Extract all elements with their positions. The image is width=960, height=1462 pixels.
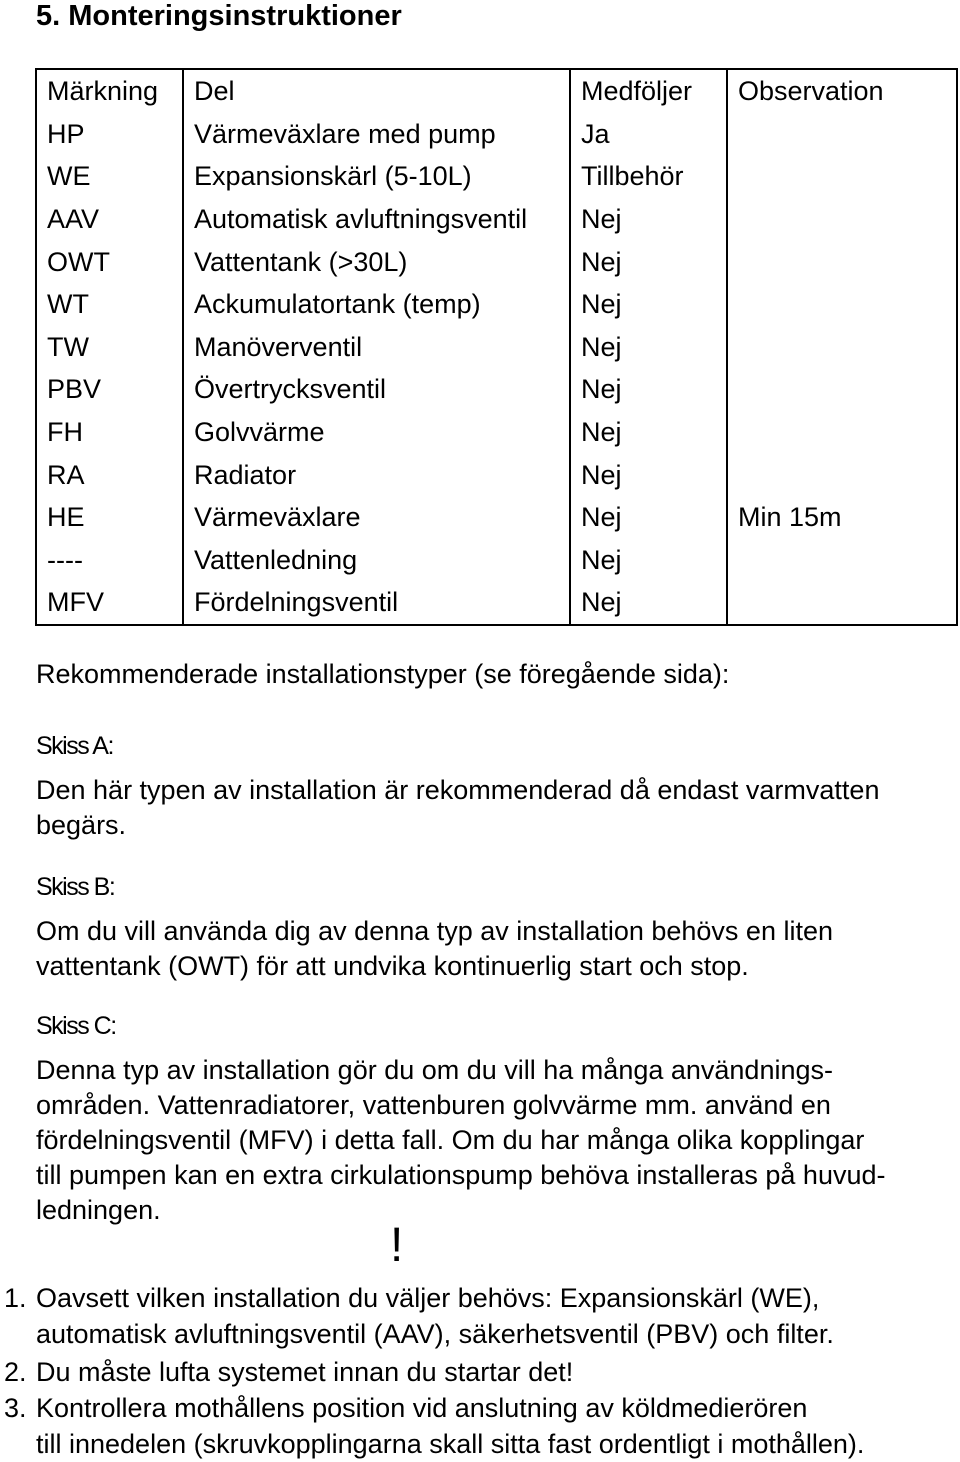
cell-observation	[727, 539, 957, 582]
note-number: 2.	[4, 1357, 27, 1387]
cell-included: Nej	[570, 283, 727, 326]
text-line: begärs.	[36, 810, 127, 840]
table-row	[36, 198, 957, 241]
text-line: ledningen.	[36, 1195, 161, 1225]
column-header-part: Del	[183, 69, 570, 113]
text-line: områden. Vattenradiatorer, vattenburen golvvärme mm. använd en	[36, 1090, 831, 1120]
table-row	[36, 453, 957, 496]
cell-part: Expansionskärl (5-10L)	[183, 155, 570, 198]
cell-included: Nej	[570, 581, 727, 625]
table-row	[36, 326, 957, 369]
text-line: Denna typ av installation gör du om du vill ha många användnings-	[36, 1055, 833, 1085]
note-number: 1.	[4, 1283, 27, 1313]
cell-marking: FH	[36, 411, 183, 454]
cell-observation	[727, 198, 957, 241]
cell-part: Ackumulatortank (temp)	[183, 283, 570, 326]
sketch-a-text	[36, 773, 956, 843]
table-row	[36, 581, 957, 625]
cell-marking: TW	[36, 326, 183, 369]
text-line: Du måste lufta systemet innan du startar det!	[36, 1357, 574, 1387]
sketch-b-text	[36, 914, 956, 984]
cell-marking: MFV	[36, 581, 183, 625]
cell-part: Vattenledning	[183, 539, 570, 582]
text-line: till innedelen (skruvkopplingarna skall sitta fast ordentligt i mothållen).	[36, 1429, 865, 1459]
table-row	[36, 368, 957, 411]
text-line: automatisk avluftningsventil (AAV), säkerhetsventil (PBV) och filter.	[36, 1319, 834, 1349]
cell-marking: PBV	[36, 368, 183, 411]
table-row	[36, 240, 957, 283]
text-line: Oavsett vilken installation du väljer behövs: Expansionskärl (WE),	[36, 1283, 820, 1313]
cell-part: Övertrycksventil	[183, 368, 570, 411]
cell-included: Nej	[570, 453, 727, 496]
cell-marking: WE	[36, 155, 183, 198]
cell-part: Manöverventil	[183, 326, 570, 369]
cell-observation	[727, 283, 957, 326]
note-text	[36, 1280, 834, 1352]
text-line: vattentank (OWT) för att undvika kontinuerlig start och stop.	[36, 951, 749, 981]
cell-observation	[727, 113, 957, 156]
cell-included: Nej	[570, 539, 727, 582]
cell-observation	[727, 368, 957, 411]
parts-table	[35, 68, 958, 626]
text-line: till pumpen kan en extra cirkulationspump behöva installeras på huvud-	[36, 1160, 886, 1190]
cell-part: Värmeväxlare med pump	[183, 113, 570, 156]
text-line: Om du vill använda dig av denna typ av installation behövs en liten	[36, 916, 834, 946]
text-line: fördelningsventil (MFV) i detta fall. Om du har många olika kopplingar	[36, 1125, 865, 1155]
sketch-c-label: Skiss C:	[36, 1012, 116, 1040]
note-text	[36, 1354, 573, 1390]
cell-part: Golvvärme	[183, 411, 570, 454]
column-header-observation: Observation	[727, 69, 957, 113]
cell-included: Nej	[570, 198, 727, 241]
cell-observation	[727, 326, 957, 369]
table-row	[36, 411, 957, 454]
table-header-row	[36, 69, 957, 113]
recommended-title: Rekommenderade installationstyper (se föregående sida):	[36, 659, 730, 689]
cell-marking: AAV	[36, 198, 183, 241]
cell-observation	[727, 240, 957, 283]
cell-observation	[727, 411, 957, 454]
column-header-included: Medföljer	[570, 69, 727, 113]
warning-icon: !	[390, 1219, 404, 1272]
cell-included: Nej	[570, 326, 727, 369]
cell-included: Nej	[570, 240, 727, 283]
cell-included: Nej	[570, 368, 727, 411]
cell-observation	[727, 453, 957, 496]
page-heading: 5. Monteringsinstruktioner	[36, 0, 402, 32]
table-row	[36, 496, 957, 539]
cell-part: Automatisk avluftningsventil	[183, 198, 570, 241]
table-row	[36, 539, 957, 582]
cell-marking: HE	[36, 496, 183, 539]
sketch-a-label: Skiss A:	[36, 732, 113, 760]
note-number: 3.	[4, 1393, 27, 1423]
cell-part: Fördelningsventil	[183, 581, 570, 625]
table-row	[36, 283, 957, 326]
cell-part: Värmeväxlare	[183, 496, 570, 539]
cell-marking: HP	[36, 113, 183, 156]
cell-included: Tillbehör	[570, 155, 727, 198]
cell-marking: OWT	[36, 240, 183, 283]
sketch-b-label: Skiss B:	[36, 873, 115, 901]
text-line: Den här typen av installation är rekommenderad då endast varmvatten	[36, 775, 880, 805]
cell-included: Nej	[570, 411, 727, 454]
cell-observation	[727, 581, 957, 625]
cell-part: Vattentank (>30L)	[183, 240, 570, 283]
cell-included: Nej	[570, 496, 727, 539]
cell-included: Ja	[570, 113, 727, 156]
column-header-marking: Märkning	[36, 69, 183, 113]
note-text	[36, 1390, 864, 1462]
text-line: Kontrollera mothållens position vid anslutning av köldmedierören	[36, 1393, 808, 1423]
table-row	[36, 155, 957, 198]
table-row	[36, 113, 957, 156]
cell-observation: Min 15m	[727, 496, 957, 539]
cell-observation	[727, 155, 957, 198]
cell-marking: ----	[36, 539, 183, 582]
sketch-c-text	[36, 1053, 956, 1228]
cell-part: Radiator	[183, 453, 570, 496]
cell-marking: WT	[36, 283, 183, 326]
parts-table-body	[36, 69, 957, 625]
cell-marking: RA	[36, 453, 183, 496]
